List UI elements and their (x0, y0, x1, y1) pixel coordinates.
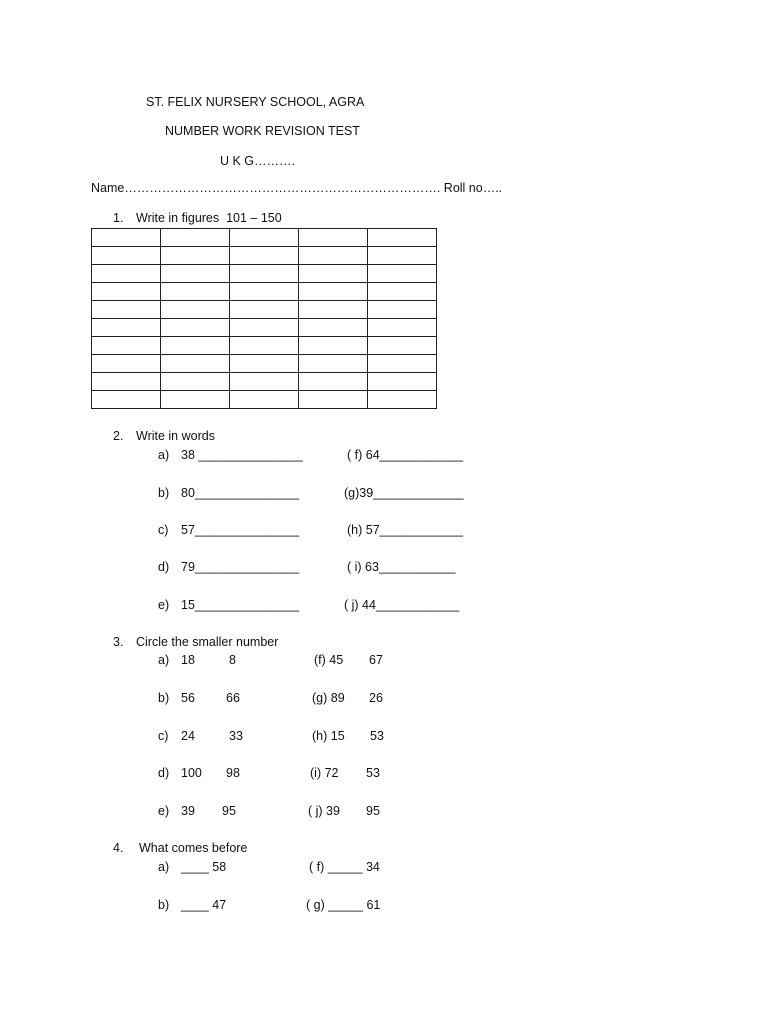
grid-cell[interactable] (161, 355, 230, 373)
grid-cell[interactable] (161, 301, 230, 319)
grid-cell[interactable] (92, 265, 161, 283)
grid-cell[interactable] (230, 229, 299, 247)
grid-cell[interactable] (230, 301, 299, 319)
q3-i-second[interactable]: 53 (366, 766, 380, 780)
grid-cell[interactable] (299, 247, 368, 265)
q3-j-first[interactable]: ( j) 39 (308, 804, 340, 818)
grid-cell[interactable] (161, 247, 230, 265)
grid-cell[interactable] (92, 229, 161, 247)
q3-a-second[interactable]: 8 (229, 653, 236, 667)
q3-b-first[interactable]: 56 (181, 691, 195, 705)
grid-cell[interactable] (368, 265, 437, 283)
q3-h-second[interactable]: 53 (370, 729, 384, 743)
grid-cell[interactable] (299, 265, 368, 283)
grid-cell[interactable] (161, 319, 230, 337)
grid-cell[interactable] (161, 391, 230, 409)
grid-cell[interactable] (230, 355, 299, 373)
q2-g[interactable]: (g)39_____________ (344, 486, 464, 500)
q4-b-value[interactable]: ____ 47 (181, 898, 227, 912)
grid-row (92, 391, 437, 409)
q3-e-label: e) (158, 804, 170, 818)
grid-cell[interactable] (92, 337, 161, 355)
grid-cell[interactable] (299, 283, 368, 301)
q2-d-value[interactable]: 79_______________ (181, 560, 300, 574)
class-line: U K G………. (220, 154, 296, 168)
q1-number: 1. (113, 211, 124, 225)
q3-b-label: b) (158, 691, 170, 705)
q2-a-value[interactable]: 38 _______________ (181, 448, 303, 462)
grid-row (92, 337, 437, 355)
q2-j[interactable]: ( j) 44____________ (344, 598, 460, 612)
q3-h-first[interactable]: (h) 15 (312, 729, 345, 743)
grid-cell[interactable] (368, 373, 437, 391)
school-name: ST. FELIX NURSERY SCHOOL, AGRA (146, 95, 365, 109)
q3-d-second[interactable]: 98 (226, 766, 240, 780)
q3-f-second[interactable]: 67 (369, 653, 383, 667)
grid-cell[interactable] (230, 319, 299, 337)
q3-g-second[interactable]: 26 (369, 691, 383, 705)
grid-cell[interactable] (92, 391, 161, 409)
q2-b-value[interactable]: 80_______________ (181, 486, 300, 500)
q4-g[interactable]: ( g) _____ 61 (306, 898, 381, 912)
grid-cell[interactable] (92, 301, 161, 319)
grid-cell[interactable] (161, 229, 230, 247)
grid-row (92, 247, 437, 265)
grid-cell[interactable] (299, 319, 368, 337)
grid-row (92, 283, 437, 301)
q3-text: Circle the smaller number (136, 635, 279, 649)
q2-number: 2. (113, 429, 124, 443)
grid-cell[interactable] (299, 391, 368, 409)
grid-cell[interactable] (92, 247, 161, 265)
q3-j-second[interactable]: 95 (366, 804, 380, 818)
q2-c-label: c) (158, 523, 169, 537)
q1-text: Write in figures 101 – 150 (136, 211, 282, 225)
grid-cell[interactable] (299, 229, 368, 247)
grid-cell[interactable] (161, 373, 230, 391)
q2-b-label: b) (158, 486, 170, 500)
grid-cell[interactable] (92, 283, 161, 301)
q2-d-label: d) (158, 560, 170, 574)
grid-cell[interactable] (230, 337, 299, 355)
q3-b-second[interactable]: 66 (226, 691, 240, 705)
q3-a-label: a) (158, 653, 170, 667)
grid-row (92, 301, 437, 319)
grid-cell[interactable] (161, 337, 230, 355)
number-grid[interactable] (91, 228, 437, 409)
grid-cell[interactable] (368, 247, 437, 265)
q3-a-first[interactable]: 18 (181, 653, 195, 667)
test-title: NUMBER WORK REVISION TEST (165, 124, 360, 138)
grid-cell[interactable] (299, 337, 368, 355)
q4-b-label: b) (158, 898, 170, 912)
q3-g-first[interactable]: (g) 89 (312, 691, 345, 705)
q2-h[interactable]: (h) 57____________ (347, 523, 464, 537)
grid-row (92, 319, 437, 337)
grid-cell[interactable] (299, 301, 368, 319)
q3-f-first[interactable]: (f) 45 (314, 653, 344, 667)
grid-cell[interactable] (161, 283, 230, 301)
grid-cell[interactable] (230, 283, 299, 301)
q3-c-label: c) (158, 729, 169, 743)
grid-cell[interactable] (368, 319, 437, 337)
grid-row (92, 373, 437, 391)
q2-e-value[interactable]: 15_______________ (181, 598, 300, 612)
grid-cell[interactable] (368, 283, 437, 301)
q3-c-second[interactable]: 33 (229, 729, 243, 743)
q3-d-label: d) (158, 766, 170, 780)
q4-text: What comes before (139, 841, 248, 855)
grid-cell[interactable] (92, 319, 161, 337)
q2-e-label: e) (158, 598, 170, 612)
q3-e-second[interactable]: 95 (222, 804, 236, 818)
q2-i[interactable]: ( i) 63___________ (347, 560, 456, 574)
grid-cell[interactable] (230, 247, 299, 265)
grid-cell[interactable] (230, 265, 299, 283)
grid-row (92, 229, 437, 247)
grid-cell[interactable] (368, 229, 437, 247)
grid-cell[interactable] (368, 301, 437, 319)
q4-f[interactable]: ( f) _____ 34 (309, 860, 380, 874)
q4-a-label: a) (158, 860, 170, 874)
grid-cell[interactable] (368, 337, 437, 355)
grid-cell[interactable] (92, 355, 161, 373)
q4-number: 4. (113, 841, 124, 855)
q3-c-first[interactable]: 24 (181, 729, 195, 743)
q2-f[interactable]: ( f) 64____________ (347, 448, 464, 462)
grid-cell[interactable] (92, 373, 161, 391)
grid-row (92, 355, 437, 373)
grid-cell[interactable] (368, 355, 437, 373)
grid-cell[interactable] (299, 373, 368, 391)
grid-cell[interactable] (230, 373, 299, 391)
q3-i-first[interactable]: (i) 72 (310, 766, 339, 780)
q2-text: Write in words (136, 429, 215, 443)
q2-c-value[interactable]: 57_______________ (181, 523, 300, 537)
name-roll-line[interactable]: Name…………………………………………………………………. Roll no….. (91, 181, 503, 195)
grid-cell[interactable] (161, 265, 230, 283)
grid-row (92, 265, 437, 283)
q4-a-value[interactable]: ____ 58 (181, 860, 227, 874)
q3-number: 3. (113, 635, 124, 649)
q3-d-first[interactable]: 100 (181, 766, 202, 780)
q3-e-first[interactable]: 39 (181, 804, 195, 818)
grid-cell[interactable] (299, 355, 368, 373)
q2-a-label: a) (158, 448, 170, 462)
grid-cell[interactable] (230, 391, 299, 409)
grid-cell[interactable] (368, 391, 437, 409)
